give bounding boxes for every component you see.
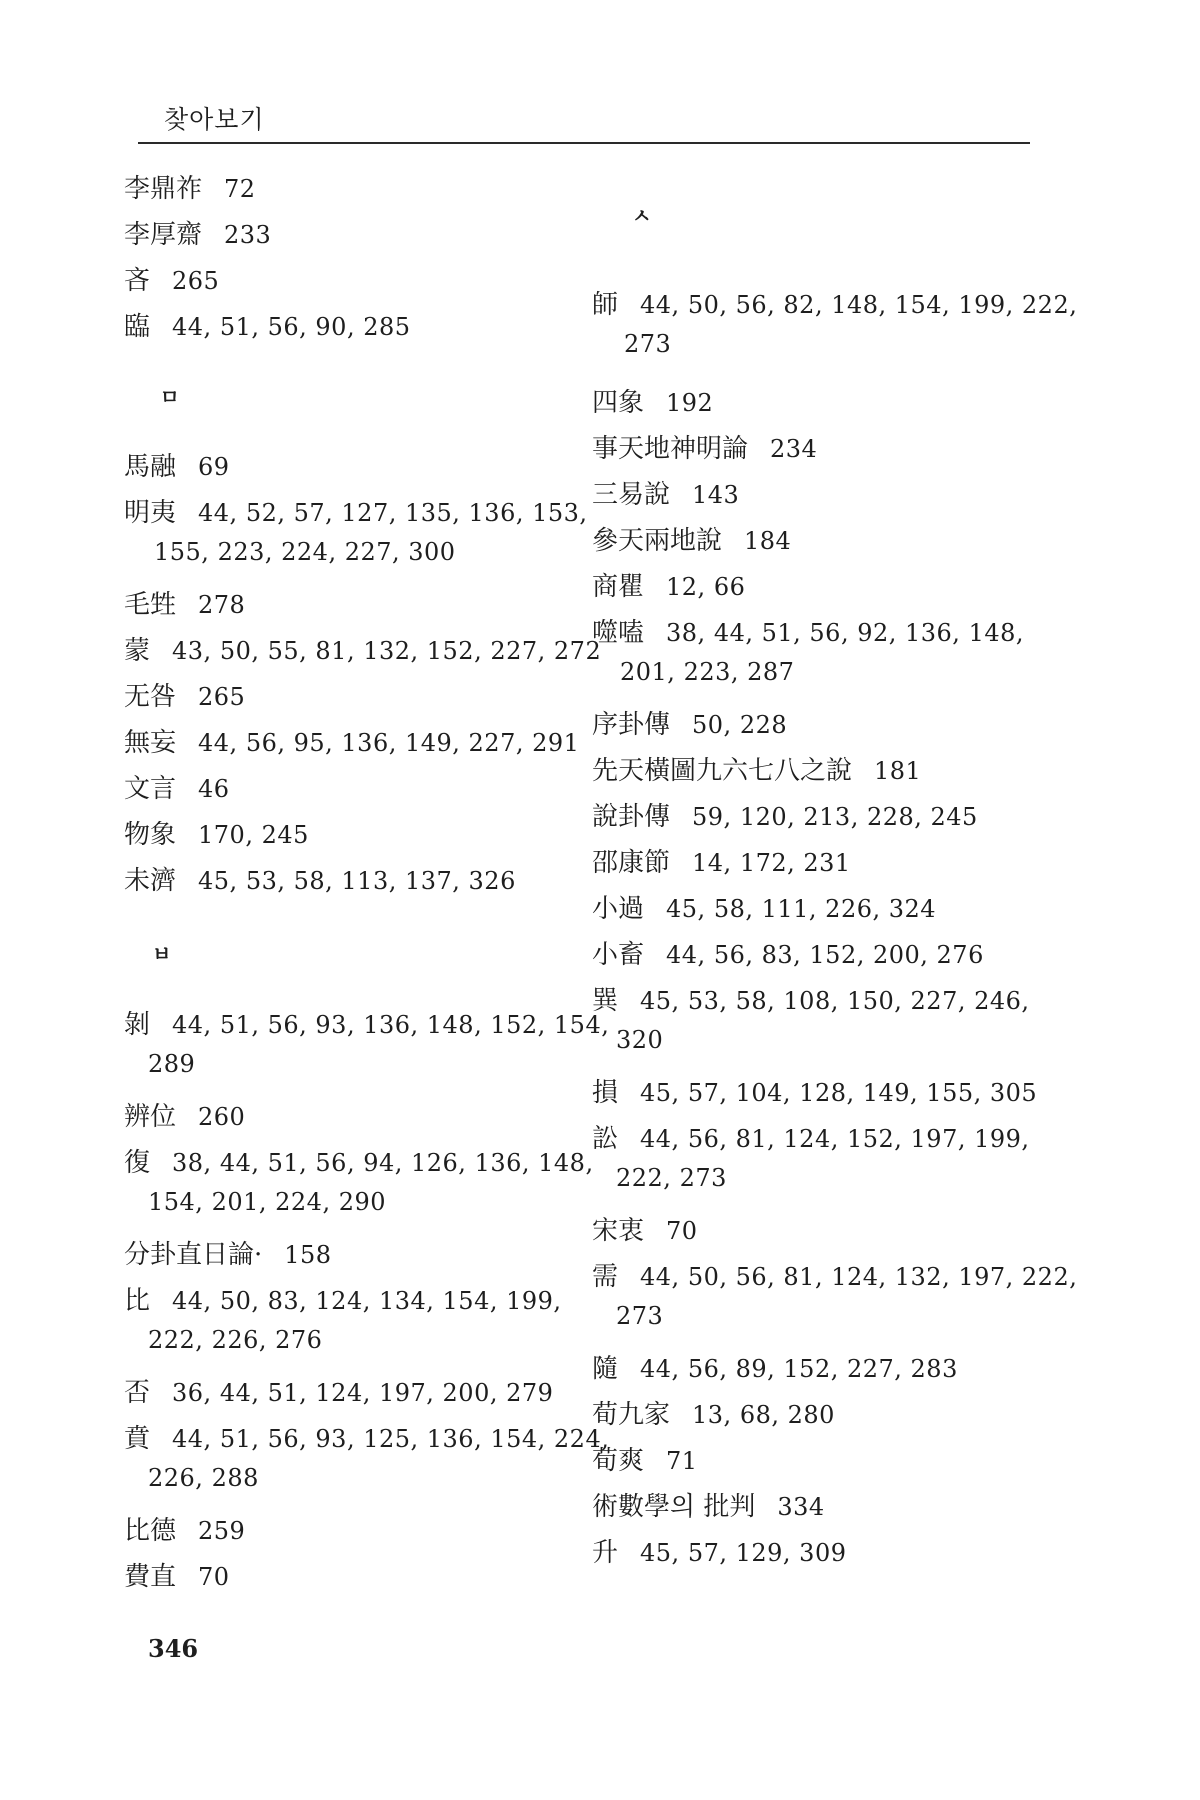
entry-pages: 14, 172, 231 <box>692 849 851 877</box>
entry-continuation: 222, 226, 276 <box>148 1326 323 1354</box>
entry-continuation: 273 <box>616 1302 664 1330</box>
entry-pages: 44, 50, 56, 82, 148, 154, 199, 222, <box>640 291 1078 319</box>
entry-pages: 234 <box>770 435 818 463</box>
entry-pages: 44, 51, 56, 93, 125, 136, 154, 224, <box>172 1425 610 1453</box>
entry-pages: 50, 228 <box>692 711 788 739</box>
entry-pages: 59, 120, 213, 228, 245 <box>692 803 978 831</box>
entry-pages: 38, 44, 51, 56, 92, 136, 148, <box>666 619 1025 647</box>
index-entry <box>124 1418 609 1455</box>
index-entry <box>592 1256 1077 1293</box>
entry-term: 吝 <box>124 266 151 296</box>
entry-term: 巽 <box>592 986 619 1016</box>
index-entry <box>592 888 936 925</box>
index-entry <box>592 474 739 511</box>
entry-pages: 44, 56, 81, 124, 152, 197, 199, <box>640 1125 1030 1153</box>
entry-pages: 70 <box>198 1563 230 1591</box>
index-entry <box>124 860 516 897</box>
entry-pages: 44, 56, 89, 152, 227, 283 <box>640 1355 958 1383</box>
section-heading-siot: ㅅ <box>632 204 652 228</box>
entry-term: 三易說 <box>592 480 671 510</box>
entry-pages: 265 <box>198 683 246 711</box>
index-entry <box>124 1004 609 1041</box>
entry-term: 先天橫圖九六七八之說 <box>592 756 853 786</box>
index-entry <box>124 446 230 483</box>
entry-term: 事天地神明論 <box>592 434 749 464</box>
index-entry <box>592 750 921 787</box>
index-entry <box>592 612 1024 649</box>
entry-term: 損 <box>592 1078 619 1108</box>
entry-pages: 192 <box>666 389 714 417</box>
index-entry <box>124 1142 594 1179</box>
entry-term: 師 <box>592 290 619 320</box>
entry-pages: 38, 44, 51, 56, 94, 126, 136, 148, <box>172 1149 594 1177</box>
index-entry <box>124 676 245 713</box>
entry-pages: 45, 53, 58, 113, 137, 326 <box>198 867 516 895</box>
index-entry <box>592 1394 835 1431</box>
entry-term: 小過 <box>592 894 645 924</box>
entry-pages: 44, 51, 56, 93, 136, 148, 152, 154, <box>172 1011 610 1039</box>
index-entry <box>592 382 713 419</box>
index-entry <box>592 1348 958 1385</box>
index-entry <box>124 1096 245 1133</box>
section-heading-bieup: ㅂ <box>152 942 172 966</box>
header-title: 찾아보기 <box>164 105 265 134</box>
entry-term: 訟 <box>592 1124 619 1154</box>
entry-term: 序卦傳 <box>592 710 671 740</box>
entry-continuation: 155, 223, 224, 227, 300 <box>154 538 456 566</box>
index-entry <box>124 168 256 205</box>
entry-term: 无咎 <box>124 682 177 712</box>
index-entry <box>592 520 791 557</box>
entry-pages: 44, 50, 56, 81, 124, 132, 197, 222, <box>640 1263 1078 1291</box>
entry-pages: 278 <box>198 591 246 619</box>
entry-pages: 46 <box>198 775 230 803</box>
index-entry <box>124 492 588 529</box>
entry-pages: 72 <box>224 175 256 203</box>
entry-pages: 181 <box>874 757 922 785</box>
entry-pages: 334 <box>777 1493 825 1521</box>
index-entry <box>124 1234 332 1271</box>
entry-term: 否 <box>124 1378 151 1408</box>
entry-pages: 265 <box>172 267 220 295</box>
index-entry <box>592 1210 698 1247</box>
entry-term: 術數學의 批判 <box>592 1492 756 1522</box>
entry-term: 蒙 <box>124 636 151 666</box>
entry-pages: 71 <box>666 1447 698 1475</box>
entry-continuation: 273 <box>624 330 672 358</box>
entry-term: 文言 <box>124 774 177 804</box>
entry-term: 四象 <box>592 388 645 418</box>
entry-pages: 233 <box>224 221 272 249</box>
index-entry <box>592 980 1030 1017</box>
entry-term: 商瞿 <box>592 572 645 602</box>
index-entry <box>592 428 817 465</box>
entry-term: 馬融 <box>124 452 177 482</box>
entry-continuation: 222, 273 <box>616 1164 727 1192</box>
entry-pages: 70 <box>666 1217 698 1245</box>
entry-term: 比 <box>124 1286 151 1316</box>
entry-term: 說卦傳 <box>592 802 671 832</box>
entry-pages: 44, 56, 95, 136, 149, 227, 291 <box>198 729 580 757</box>
page-number: 346 <box>148 1634 199 1663</box>
index-entry <box>124 1280 562 1317</box>
entry-continuation: 320 <box>616 1026 664 1054</box>
entry-continuation: 226, 288 <box>148 1464 259 1492</box>
entry-pages: 158 <box>284 1241 332 1269</box>
index-entry <box>592 796 978 833</box>
index-entry <box>592 1072 1037 1109</box>
entry-pages: 170, 245 <box>198 821 309 849</box>
entry-pages: 45, 57, 104, 128, 149, 155, 305 <box>640 1079 1038 1107</box>
entry-term: 臨 <box>124 312 151 342</box>
index-entry <box>592 1532 846 1569</box>
section-heading-mieum: ㅁ <box>160 385 180 409</box>
index-entry <box>124 260 219 297</box>
index-entry <box>124 306 411 343</box>
entry-term: 隨 <box>592 1354 619 1384</box>
index-entry <box>124 1556 230 1593</box>
entry-term: 復 <box>124 1148 151 1178</box>
entry-pages: 13, 68, 280 <box>692 1401 835 1429</box>
index-entry <box>124 584 245 621</box>
entry-term: 宋衷 <box>592 1216 645 1246</box>
entry-term: 毛甡 <box>124 590 177 620</box>
entry-pages: 143 <box>692 481 740 509</box>
entry-term: 比德 <box>124 1516 177 1546</box>
index-entry <box>124 814 309 851</box>
entry-pages: 260 <box>198 1103 246 1131</box>
index-entry <box>592 284 1077 321</box>
entry-pages: 69 <box>198 453 230 481</box>
index-entry <box>592 1486 825 1523</box>
entry-pages: 45, 53, 58, 108, 150, 227, 246, <box>640 987 1030 1015</box>
entry-pages: 45, 57, 129, 309 <box>640 1539 847 1567</box>
entry-pages: 259 <box>198 1517 246 1545</box>
index-entry <box>124 1510 245 1547</box>
entry-term: 邵康節 <box>592 848 671 878</box>
entry-pages: 184 <box>744 527 792 555</box>
entry-term: 剝 <box>124 1010 151 1040</box>
entry-term: 李鼎祚 <box>124 174 203 204</box>
entry-pages: 12, 66 <box>666 573 746 601</box>
entry-term: 辨位 <box>124 1102 177 1132</box>
entry-pages: 44, 56, 83, 152, 200, 276 <box>666 941 984 969</box>
index-entry <box>124 630 601 667</box>
index-entry <box>124 214 271 251</box>
entry-continuation: 154, 201, 224, 290 <box>148 1188 387 1216</box>
index-entry <box>592 704 787 741</box>
entry-pages: 44, 50, 83, 124, 134, 154, 199, <box>172 1287 562 1315</box>
entry-term: 分卦直日論· <box>124 1240 263 1270</box>
index-entry <box>124 722 579 759</box>
entry-term: 需 <box>592 1262 619 1292</box>
entry-term: 物象 <box>124 820 177 850</box>
entry-term: 參天兩地說 <box>592 526 723 556</box>
entry-term: 賁 <box>124 1424 151 1454</box>
index-entry <box>592 842 851 879</box>
entry-term: 小畜 <box>592 940 645 970</box>
entry-pages: 36, 44, 51, 124, 197, 200, 279 <box>172 1379 554 1407</box>
index-entry <box>124 1372 553 1409</box>
index-entry <box>592 1118 1030 1155</box>
index-entry <box>124 768 230 805</box>
entry-term: 噬嗑 <box>592 618 645 648</box>
entry-term: 李厚齋 <box>124 220 203 250</box>
entry-pages: 44, 52, 57, 127, 135, 136, 153, <box>198 499 588 527</box>
entry-term: 升 <box>592 1538 619 1568</box>
index-entry <box>592 934 984 971</box>
entry-pages: 45, 58, 111, 226, 324 <box>666 895 937 923</box>
running-header <box>138 98 1030 144</box>
entry-term: 費直 <box>124 1562 177 1592</box>
entry-continuation: 289 <box>148 1050 196 1078</box>
entry-term: 荀爽 <box>592 1446 645 1476</box>
index-entry <box>592 566 745 603</box>
entry-term: 荀九家 <box>592 1400 671 1430</box>
entry-pages: 43, 50, 55, 81, 132, 152, 227, 272 <box>172 637 602 665</box>
entry-term: 無妄 <box>124 728 177 758</box>
entry-term: 明夷 <box>124 498 177 528</box>
entry-pages: 44, 51, 56, 90, 285 <box>172 313 411 341</box>
index-entry <box>592 1440 698 1477</box>
entry-term: 未濟 <box>124 866 177 896</box>
entry-continuation: 201, 223, 287 <box>620 658 795 686</box>
